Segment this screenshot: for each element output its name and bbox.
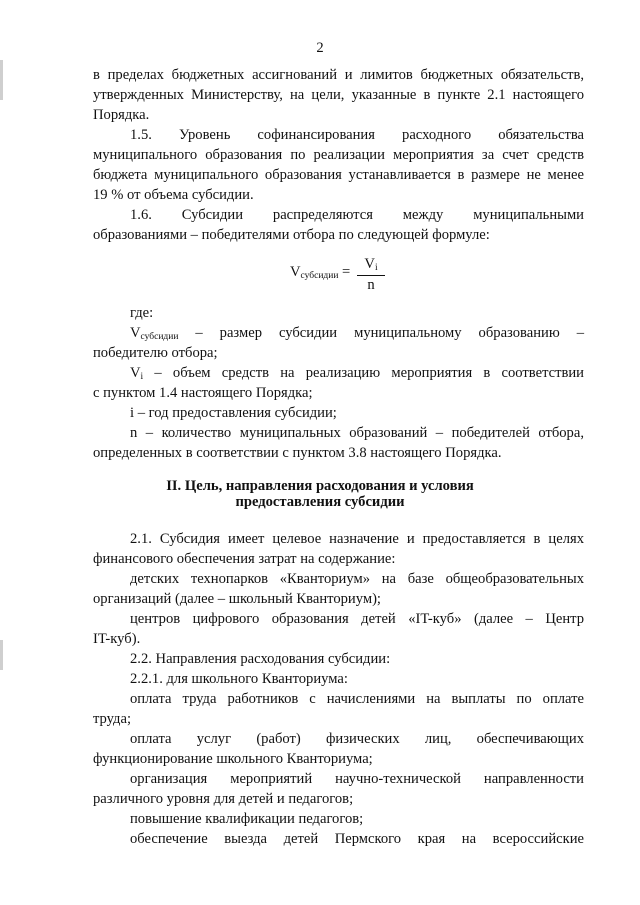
scan-edge-mark: [0, 60, 3, 100]
p21a-line1: детских технопарков «Кванториум» на базе общеобразовательных: [130, 571, 584, 587]
fraction-bar: [357, 275, 385, 276]
item2-line1: оплата услуг (работ) физических лиц, обеспечивающих: [130, 731, 584, 747]
def2-line1: Vi – объем средств на реализацию мероприятия в соответствии: [130, 365, 584, 382]
p21b-line2: IT-куб).: [93, 631, 141, 647]
item3-line2: различного уровня для детей и педагогов;: [93, 791, 354, 807]
where-label: где:: [130, 305, 154, 321]
scan-edge-mark: [0, 640, 3, 670]
para1-line2: утвержденных Министерству, на цели, указанные в пункте 2.1 настоящего: [93, 87, 584, 103]
para2-line4: 19 % от объема субсидии.: [93, 187, 254, 203]
formula-lhs: Vсубсидии =: [290, 264, 351, 281]
p21a-line2: организаций (далее – школьный Кванториум);: [93, 591, 381, 607]
p22-line: 2.2. Направления расходования субсидии:: [130, 651, 391, 667]
p21b-line1: центров цифрового образования детей «IT-куб» (далее – Центр: [130, 611, 584, 627]
item4-line: повышение квалификации педагогов;: [130, 811, 364, 827]
item1-line2: труда;: [93, 711, 131, 727]
page-number: 2: [316, 40, 324, 56]
item3-line1: организация мероприятий научно-технической направленности: [130, 771, 584, 787]
formula-numerator: Vi: [364, 256, 378, 273]
item2-line2: функционирование школьного Кванториума;: [93, 751, 373, 767]
para2-line3: бюджета муниципального образования устанавливается в размере не менее: [93, 167, 584, 183]
def4-line2: определенных в соответствии с пунктом 3.8 настоящего Порядка.: [93, 445, 502, 461]
p221-line: 2.2.1. для школьного Кванториума:: [130, 671, 348, 687]
def1-line2: победителю отбора;: [93, 345, 218, 361]
para2-line1: 1.5. Уровень софинансирования расходного обязательства: [130, 127, 584, 143]
item5-line1: обеспечение выезда детей Пермского края на всероссийские: [130, 831, 584, 847]
para1-line3: Порядка.: [93, 107, 150, 123]
def1-line1: Vсубсидии – размер субсидии муниципальному образованию –: [130, 325, 584, 342]
def4-line1: n – количество муниципальных образований – победителей отбора,: [130, 425, 584, 441]
subsidy-formula: [0, 256, 640, 293]
item1-line1: оплата труда работников с начислениями на выплаты по оплате: [130, 691, 584, 707]
p21-line1: 2.1. Субсидия имеет целевое назначение и предоставляется в целях: [130, 531, 584, 547]
p21-line2: финансового обеспечения затрат на содержание:: [93, 551, 396, 567]
para3-line2: образованиями – победителями отбора по следующей формуле:: [93, 227, 490, 243]
section-heading-line2: предоставления субсидии: [235, 494, 405, 510]
formula-fraction: [357, 256, 385, 293]
def2-line2: с пунктом 1.4 настоящего Порядка;: [93, 385, 313, 401]
para2-line2: муниципального образования по реализации мероприятия за счет средств: [93, 147, 584, 163]
para3-line1: 1.6. Субсидии распределяются между муниципальными: [130, 207, 584, 223]
def3-line: i – год предоставления субсидии;: [130, 405, 337, 421]
section-heading-line1: II. Цель, направления расходования и условия: [166, 478, 474, 494]
formula-denominator: n: [367, 277, 375, 293]
para1-line1: в пределах бюджетных ассигнований и лимитов бюджетных обязательств,: [93, 67, 584, 83]
